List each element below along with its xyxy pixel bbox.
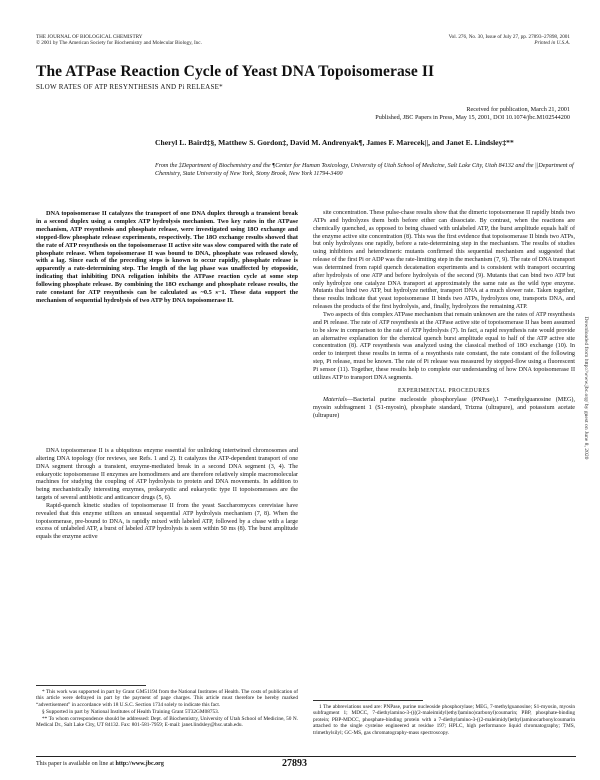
journal-url[interactable]: http://www.jbc.org bbox=[115, 761, 164, 767]
affiliations: From the ‡Department of Biochemistry and the ¶Center for Human Toxicology, University of Utah School of Medicine, Salt Lake City, Utah 84132 and the ||Department of Chemistry, State University of New York, Stony Brook, New York 11794-3400 bbox=[155, 163, 574, 177]
running-header-right bbox=[310, 34, 570, 47]
footnote: ** To whom correspondence should be addressed: Dept. of Biochemistry, University of Utah School of Medicine, 50 N. Medical Dr., Salt Lake City, UT 84132. Fax: 801-581-7959; E-mail: janet.lindsley@hsc.utah.edu. bbox=[36, 715, 298, 729]
volume-info: Vol. 276, No. 30, Issue of July 27, pp. 27893–27898, 2001 bbox=[448, 34, 570, 40]
article-subtitle: SLOW RATES OF ATP RESYNTHESIS AND Pi RELEASE* bbox=[36, 83, 223, 91]
author-list: Cheryl L. Baird‡§, Matthew S. Gordon‡, David M. Andrenyak¶, James F. Marecek||, and Janet E. Lindsley‡** bbox=[155, 138, 514, 147]
footnote-divider bbox=[313, 700, 423, 701]
availability-text: This paper is available on line at bbox=[36, 761, 114, 767]
footer-availability bbox=[36, 761, 164, 767]
footnotes-left bbox=[36, 689, 298, 729]
body-column-left bbox=[36, 448, 298, 542]
download-watermark: Downloaded from http://www.jbc.org/ by guest on June 8, 2020 bbox=[583, 316, 589, 460]
printed-in: Printed in U.S.A. bbox=[534, 40, 570, 47]
section-heading: EXPERIMENTAL PROCEDURES bbox=[397, 387, 491, 394]
body-column-right bbox=[313, 210, 575, 421]
materials-paragraph bbox=[313, 397, 575, 421]
footnote-divider bbox=[36, 685, 146, 686]
copyright-line: © 2001 by The American Society for Biochemistry and Molecular Biology, Inc. bbox=[36, 40, 202, 47]
footnote: * This work was supported in part by Grant GM51194 from the National Institutes of Health. The costs of publication of this article were defrayed in part by the payment of page charges. This article must therefore be hereby marked “advertisement” in accordance with 18 U.S.C. Section 1734 solely to indicate this fact. bbox=[36, 689, 298, 708]
article-title: The ATPase Reaction Cycle of Yeast DNA Topoisomerase II bbox=[36, 63, 435, 80]
footnote: 1 The abbreviations used are: PNPase, purine nucleoside phosphorylase; MEG, 7-methylguanosine; S1-myosin, myosin subfragment 1; MDCC, 7-diethylamino-3-((((2-maleimidyl)ethyl)amino)carbonyl)coumarin; PBP, phosphate-binding protein; PBP-MDCC, phosphate-binding protein with a 7-diethylamino-3-((2-maleimidyl)ethyl)aminocarbonylcoumarin attached to the single cysteine engineered at residue 197; HPLC, high performance liquid chromatography; TMS, trimethylsilyl; GC-MS, gas chromatography-mass spectroscopy. bbox=[313, 704, 575, 736]
journal-name: THE JOURNAL OF BIOLOGICAL CHEMISTRY bbox=[36, 34, 143, 40]
body-paragraph: site concentration. These pulse-chase results show that the dimeric topoisomerase II rapidly binds two ATPs and hydrolyzes them both before either can dissociate. By contrast, when the reactions are chemically quenched, as opposed to being chased with unlabeled ATP, the burst amplitude equals half of the enzyme active site concentration (8). This was the first evidence that topoisomerase II binds two ATPs, but only hydrolyzes one rapidly, before a rate-determining step in the mechanism. The results of studies using inhibitors and heterodimeric mutants confirmed this sequential mechanism and suggested that release of the first Pi or ADP was the rate-limiting step in the mechanism (7, 9). The rate of DNA transport was determined from rapid quench decatenation experiments and is consistent with transport occurring after hydrolysis of one ATP and before hydrolysis of the second (9). Mutants that can bind two ATP but only hydrolyze one catalyze DNA transport at approximately the same rate as the wild type enzyme. Mutants that bind two ATP, but hydrolyze neither, transport DNA at a much slower rate. Taken together, these results indicate that yeast topoisomerase II binds two ATPs, hydrolyzes one, transports DNA, and releases the products of the first hydrolysis, and, finally, hydrolyzes the remaining ATP. bbox=[313, 210, 575, 311]
materials-text: —Bacterial purine nucleoside phosphorylase (PNPase),1 7-methylguanosine (MEG), myosin subfragment 1 (S1-myosin), phosphate standard, Trizma (ultrapure), and potassium acetate (ultrapure) bbox=[313, 397, 575, 420]
received-date: Received for publication, March 21, 2001 bbox=[466, 106, 570, 113]
footer-rule bbox=[36, 756, 576, 757]
footnotes-right bbox=[313, 704, 575, 737]
body-paragraph: DNA topoisomerase II is a ubiquitous enzyme essential for unlinking intertwined chromosomes and altering DNA topology (for reviews, see Refs. 1 and 2). It catalyzes the ATP-dependent transport of one DNA segment through a transient, enzyme-mediated break in a second DNA segment (3, 4). The eukaryotic topoisomerase II enzymes are homodimers and are therefore relatively simple macromolecular machines for studying the coupling of ATP hydrolysis to protein and DNA movements. In addition to being mechanistically interesting enzymes, prokaryotic and eukaryotic type II topoisomerases are the targets of several antibiotic and anticancer drugs (5, 6). bbox=[36, 448, 298, 502]
body-paragraph: Two aspects of this complex ATPase mechanism that remain unknown are the rates of ATP resynthesis and Pi release. The rate of ATP resynthesis at the ATPase active site of topoisomerase II has been assumed to be slow in comparison to the rate of ATP hydrolysis (7). In fact, a rapid resynthesis rate would provide an alternative explanation for the chemical quench burst amplitude equal to half of the ATP active site concentration (8). ATP resynthesis was analyzed using the classical method of 18O exchange (10). In order to interpret these results in terms of a resynthesis rate constant, the rate constant of the following step, Pi release, must be known. The rate of Pi release was measured by stopped-flow using a fluorescent Pi sensor (11). Together, these results help to complete our understanding of how DNA topoisomerase II utilizes ATP to transport DNA segments. bbox=[313, 311, 575, 381]
running-header-left bbox=[36, 34, 336, 47]
published-date: Published, JBC Papers in Press, May 15, 2001, DOI 10.1074/jbc.M102544200 bbox=[375, 114, 570, 121]
materials-label: Materials bbox=[323, 397, 347, 404]
page-number: 27893 bbox=[282, 758, 307, 769]
footnote: § Supported in part by National Institutes of Health Training Grant 5T32GM08753. bbox=[42, 708, 220, 715]
body-paragraph: Rapid-quench kinetic studies of topoisomerase II from the yeast Saccharomyces cerevisiae have revealed that this enzyme utilizes an unusual sequential ATP hydrolysis mechanism (7, 8). When the topoisomerase, pre-bound to DNA, is rapidly mixed with labeled ATP, followed by a chase with a large excess of unlabeled ATP, a burst of labeled ATP hydrolysis is seen within 50 ms (8). The burst amplitude equals the enzyme active bbox=[36, 502, 298, 541]
abstract: DNA topoisomerase II catalyzes the transport of one DNA duplex through a transient break in a second duplex using a complex ATP hydrolysis mechanism. Two key rates in the ATPase mechanism, ATP resynthesis and phosphate release, were investigated using 18O exchange and stopped-flow phosphate release experiments, respectively. The 18O exchange results showed that the rate of ATP resynthesis on the topoisomerase II active site was slow compared with the rate of phosphate release. When topoisomerase II was bound to DNA, phosphate was released slowly, with a lag. Since each of the preceding steps is known to occur rapidly, phosphate release is apparently a rate-determining step. The length of the lag phase was unaffected by etoposide, indicating that inhibiting DNA religation inhibits the ATPase reaction cycle at some step following phosphate release. By combining the 18O exchange and phosphate release results, the rate constant for ATP resynthesis can be calculated as ~0.5 s−1. These data support the mechanism of sequential hydrolysis of two ATP by DNA topoisomerase II. bbox=[36, 210, 298, 304]
publication-dates bbox=[170, 106, 570, 122]
